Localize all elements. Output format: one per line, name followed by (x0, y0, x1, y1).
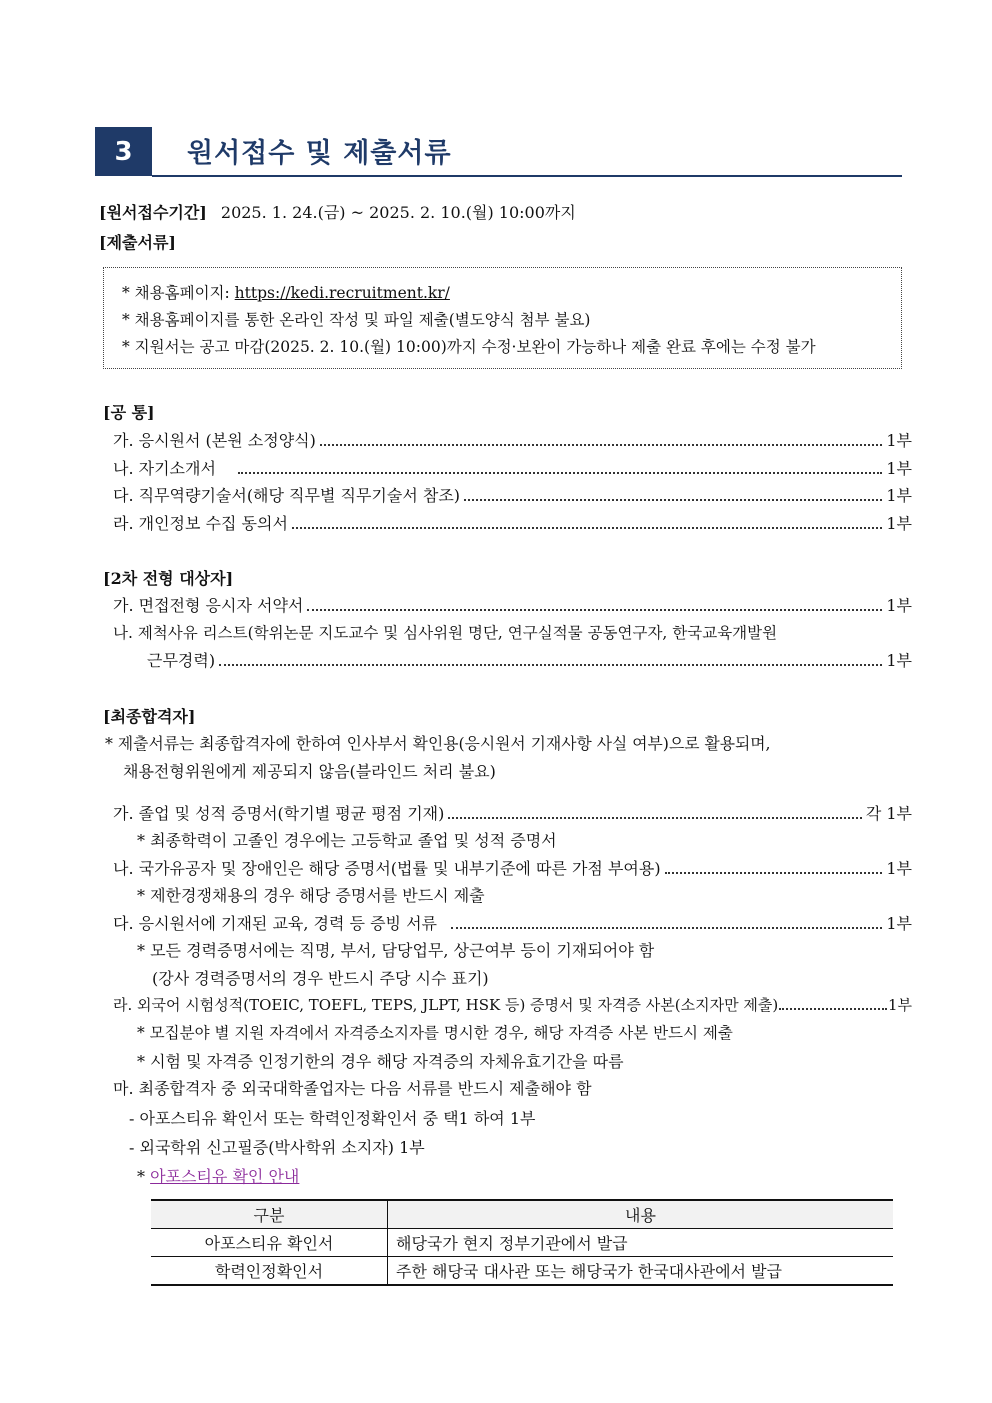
foreign-doc-option: - 아포스티유 확인서 또는 학력인정확인서 중 택1 하여 1부 (129, 1109, 536, 1128)
final-item-note: * 모집분야 별 지원 자격에서 자격증소지자를 명시한 경우, 해당 자격증 사본 반드시 제출 (137, 1024, 733, 1042)
second-item-exclusion-line: 나. 제척사유 리스트(학위논문 지도교수 및 심사위원 명단, 연구실적물 공동연구자, 한국교육개발원 (113, 624, 778, 642)
table-cell-content: 주한 해당국 대사관 또는 해당국가 한국대사관에서 발급 (388, 1257, 894, 1286)
dotted-leader (320, 443, 883, 446)
final-note-line: 채용전형위원에게 제공되지 않음(블라인드 처리 불요) (123, 762, 496, 781)
common-item (113, 428, 912, 451)
second-item-count: 1부 (886, 651, 912, 670)
dotted-leader (451, 926, 882, 929)
table-cell-content: 해당국가 현지 정부기관에서 발급 (388, 1229, 894, 1257)
final-item-text: 나. 국가유공자 및 장애인은 해당 증명서(법률 및 내부기준에 따른 가점 부여용) (113, 859, 661, 878)
dotted-leader (779, 1007, 887, 1010)
common-item-count: 1부 (886, 431, 912, 450)
common-item-count: 1부 (886, 459, 912, 478)
common-item-count: 1부 (886, 486, 912, 505)
table-cell-category: 학력인정확인서 (151, 1257, 388, 1286)
common-item (113, 483, 912, 506)
notice-line-deadline: * 지원서는 공고 마감(2025. 2. 10.(월) 10:00)까지 수정·보완이 가능하나 제출 완료 후에는 수정 불가 (122, 338, 816, 356)
common-item-text: 라. 개인정보 수집 동의서 (113, 514, 288, 533)
foreign-doc-option: - 외국학위 신고필증(박사학위 소지자) 1부 (129, 1138, 425, 1157)
final-item-count: 1부 (887, 996, 912, 1014)
common-item-text: 다. 직무역량기술서(해당 직무별 직무기술서 참조) (113, 486, 461, 505)
final-item-count: 각 1부 (865, 804, 912, 823)
table-header-row (151, 1200, 893, 1229)
final-item-foreign: 마. 최종합격자 중 외국대학졸업자는 다음 서류를 반드시 제출해야 함 (113, 1079, 592, 1098)
final-item-count: 1부 (886, 914, 912, 933)
homepage-link[interactable]: https://kedi.recruitment.kr/ (234, 284, 450, 302)
final-item (113, 856, 912, 879)
final-item (113, 994, 912, 1015)
second-item-text: 가. 면접전형 응시자 서약서 (113, 596, 304, 615)
dotted-leader (219, 663, 882, 666)
period-value: 2025. 1. 24.(금) ~ 2025. 2. 10.(월) 10:00까지 (220, 203, 576, 222)
final-item-text: 라. 외국어 시험성적(TOEIC, TOEFL, TEPS, JLPT, HSK 등) 증명서 및 자격증 사본(소지자만 제출) (113, 996, 779, 1014)
second-round-item (113, 593, 912, 616)
final-item-note: * 모든 경력증명서에는 직명, 부서, 담당업무, 상근여부 등이 기재되어야 함 (137, 941, 655, 960)
dotted-leader (464, 498, 882, 501)
table-header-category: 구분 (151, 1200, 388, 1229)
notice-line-online: * 채용홈페이지를 통한 온라인 작성 및 파일 제출(별도양식 첨부 불요) (122, 311, 591, 329)
section-title: 원서접수 및 제출서류 (187, 138, 452, 169)
period-label: [원서접수기간] (99, 203, 207, 222)
final-item-count: 1부 (886, 859, 912, 878)
final-item (113, 911, 912, 934)
final-item-text: 다. 응시원서에 기재된 교육, 경력 등 증빙 서류 (113, 914, 437, 933)
application-period (99, 200, 576, 223)
final-item-note: (강사 경력증명서의 경우 반드시 주당 시수 표기) (152, 969, 489, 988)
final-item-text: 가. 졸업 및 성적 증명서(학기별 평균 평점 기재) (113, 804, 445, 823)
dotted-leader (448, 816, 861, 819)
notice-line-homepage (122, 281, 450, 303)
notice-box (103, 267, 902, 369)
section-divider (152, 175, 902, 177)
dotted-leader (292, 526, 882, 529)
common-item-text: 나. 자기소개서 (113, 459, 216, 478)
common-item-count: 1부 (886, 514, 912, 533)
second-round-heading: [2차 전형 대상자] (103, 569, 234, 588)
second-item-text: 근무경력) (147, 651, 216, 670)
dotted-leader (307, 608, 882, 611)
dotted-leader (238, 471, 882, 474)
apostille-table (151, 1199, 893, 1286)
second-item-count: 1부 (886, 596, 912, 615)
notice-homepage-prefix: * 채용홈페이지: (122, 284, 235, 302)
second-round-item (147, 648, 912, 671)
dotted-leader (665, 871, 883, 874)
table-cell-category: 아포스티유 확인서 (151, 1229, 388, 1257)
final-heading: [최종합격자] (103, 707, 196, 726)
apostille-prefix: * (137, 1167, 151, 1186)
final-note-line: * 제출서류는 최종합격자에 한하여 인사부서 확인용(응시원서 기재사항 사실 여부)으로 활용되며, (105, 734, 771, 753)
final-item-note: * 시험 및 자격증 인정기한의 경우 해당 자격증의 자체유효기간을 따름 (137, 1052, 624, 1071)
table-header-content: 내용 (388, 1200, 894, 1229)
common-heading: [공 통] (103, 403, 155, 422)
apostille-guide-link[interactable]: 아포스티유 확인 안내 (150, 1167, 300, 1186)
common-item (113, 456, 912, 479)
final-item-note: * 제한경쟁채용의 경우 해당 증명서를 반드시 제출 (137, 886, 485, 905)
final-item (113, 801, 912, 824)
table-row (151, 1229, 893, 1257)
section-number-badge: 3 (95, 127, 152, 176)
table-row (151, 1257, 893, 1286)
documents-label: [제출서류] (99, 233, 176, 252)
common-item-text: 가. 응시원서 (본원 소정양식) (113, 431, 316, 450)
common-item (113, 511, 912, 534)
apostille-guide (137, 1164, 299, 1187)
final-item-note: * 최종학력이 고졸인 경우에는 고등학교 졸업 및 성적 증명서 (137, 831, 557, 850)
